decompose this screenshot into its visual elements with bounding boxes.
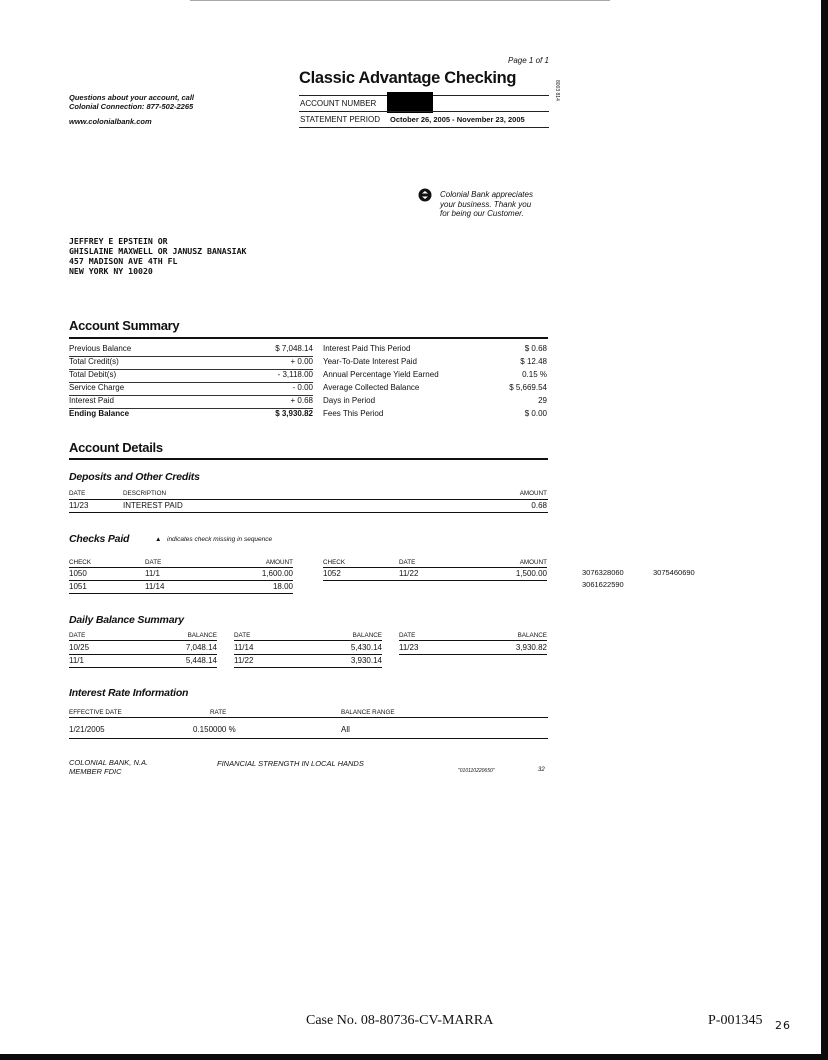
summary-row (69, 356, 313, 370)
balance-date: 11/1 (69, 656, 84, 665)
bank-website: www.colonialbank.com (69, 117, 152, 126)
col-header-date: DATE (145, 559, 162, 566)
table-rule (234, 654, 382, 655)
col-header-amount: AMOUNT (265, 559, 293, 566)
summary-row (323, 395, 547, 408)
summary-label: Total Debit(s) (69, 370, 117, 379)
bates-suffix: 26 (775, 1019, 791, 1032)
summary-label: Year-To-Date Interest Paid (323, 357, 417, 366)
summary-row-ending-balance (69, 408, 313, 421)
table-rule (323, 567, 547, 568)
balance-date: 10/25 (69, 643, 90, 652)
summary-value: - 0.00 (292, 383, 313, 392)
summary-row (69, 395, 313, 409)
statement-period-value: October 26, 2005 - November 23, 2005 (390, 115, 525, 124)
section-rule (69, 458, 548, 460)
balance-date: 11/14 (234, 643, 254, 652)
summary-row (323, 343, 547, 356)
member-fdic: MEMBER FDIC (69, 766, 122, 776)
table-rule (234, 667, 382, 668)
table-rule (69, 738, 548, 739)
bank-name: COLONIAL BANK, N.A. (69, 758, 149, 767)
contact-line-2: Colonial Connection: 877-502-2265 (69, 102, 194, 111)
summary-row (323, 356, 547, 369)
account-number-label: ACCOUNT NUMBER (300, 99, 377, 108)
rate-value: 0.150000 % (193, 725, 236, 734)
check-amount: 1,500.00 (515, 569, 547, 578)
check-reference: 3075460690 (653, 568, 695, 577)
table-rule (399, 654, 547, 655)
address-line-3: 457 MADISON AVE 4TH FL (69, 256, 178, 266)
case-number: Case No. 08-80736-CV-MARRA (306, 1013, 494, 1028)
side-code: 8003 814 (554, 80, 560, 101)
section-rule (69, 337, 548, 339)
balance-date: 11/22 (234, 656, 254, 665)
bank-footer (69, 759, 148, 776)
check-number: 1051 (69, 582, 87, 591)
check-reference: 3061622590 (582, 580, 624, 589)
check-number: 1052 (323, 569, 341, 578)
scan-border-right (821, 0, 828, 1060)
footer-code: "010110220650" (458, 768, 495, 774)
table-rule (69, 654, 217, 655)
address-line-4: NEW YORK NY 10020 (69, 266, 153, 276)
summary-row (69, 369, 313, 383)
missing-check-icon: ▲ (155, 536, 162, 543)
col-header-rate: RATE (210, 709, 227, 716)
table-rule (69, 512, 548, 513)
col-header-balance-range: BALANCE RANGE (341, 709, 395, 716)
appreciation-message (440, 190, 533, 219)
summary-value: $ 12.48 (520, 357, 547, 366)
summary-row (323, 408, 547, 421)
summary-value: + 0.68 (290, 396, 313, 405)
summary-label: Annual Percentage Yield Earned (323, 370, 439, 379)
col-header-date: DATE (399, 559, 416, 566)
table-rule (69, 499, 548, 500)
check-date: 11/14 (145, 582, 165, 591)
checks-heading: Checks Paid (69, 533, 130, 545)
summary-label: Total Credit(s) (69, 357, 119, 366)
statement-title: Classic Advantage Checking (299, 69, 517, 87)
table-rule (69, 593, 293, 594)
appreciation-line-1: Colonial Bank appreciates (440, 190, 533, 199)
summary-label: Average Collected Balance (323, 383, 420, 392)
colonial-bank-logo-icon (418, 188, 432, 202)
table-rule (234, 640, 382, 641)
account-details-heading: Account Details (69, 440, 163, 455)
header-rule (299, 127, 549, 128)
summary-label: Interest Paid This Period (323, 344, 411, 353)
rate-effective-date: 1/21/2005 (69, 725, 105, 734)
summary-row (323, 369, 547, 382)
col-header-date: DATE (69, 632, 86, 639)
address-line-2: GHISLAINE MAXWELL OR JANUSZ BANASIAK (69, 246, 247, 256)
bank-slogan: FINANCIAL STRENGTH IN LOCAL HANDS (217, 759, 364, 768)
rate-balance-range: All (341, 725, 350, 734)
col-header-balance: BALANCE (352, 632, 382, 639)
check-amount: 18.00 (272, 582, 293, 591)
col-header-date: DATE (399, 632, 416, 639)
summary-row (323, 382, 547, 395)
summary-value: $ 5,669.54 (509, 383, 547, 392)
table-rule (323, 580, 547, 581)
col-header-check: CHECK (69, 559, 92, 566)
mailing-address (69, 236, 246, 276)
summary-value: - 3,118.00 (277, 370, 313, 379)
checks-note: indicates check missing in sequence (167, 536, 273, 543)
check-date: 11/1 (145, 569, 160, 578)
scan-border-bottom (0, 1054, 828, 1060)
contact-line-1: Questions about your account, call (69, 93, 195, 102)
header-rule (299, 111, 549, 112)
statement-period-label: STATEMENT PERIOD (300, 115, 381, 124)
table-rule (69, 640, 217, 641)
summary-value: $ 0.68 (524, 344, 547, 353)
deposit-date: 11/23 (69, 501, 89, 510)
table-rule (69, 567, 293, 568)
balance-value: 3,930.14 (350, 656, 382, 665)
appreciation-line-2: your business. Thank you (440, 199, 532, 209)
check-amount: 1,600.00 (261, 569, 293, 578)
deposits-heading: Deposits and Other Credits (69, 471, 200, 483)
scan-top-edge (190, 0, 610, 1)
summary-row (69, 343, 313, 357)
balance-date: 11/23 (399, 643, 419, 652)
appreciation-line-3: for being our Customer. (440, 209, 524, 218)
summary-label: Service Charge (69, 383, 125, 392)
balance-value: 7,048.14 (185, 643, 217, 652)
table-rule (399, 640, 547, 641)
page-number: Page 1 of 1 (508, 56, 549, 65)
summary-row (69, 382, 313, 396)
footer-page-code: 32 (538, 767, 545, 773)
check-reference: 3076328060 (582, 568, 624, 577)
account-summary-heading: Account Summary (69, 318, 180, 333)
check-number: 1050 (69, 569, 87, 578)
summary-label: Fees This Period (323, 409, 384, 418)
summary-value: 29 (538, 396, 547, 405)
check-date: 11/22 (399, 569, 419, 578)
balance-value: 3,930.82 (515, 643, 547, 652)
account-number-redaction (387, 92, 433, 113)
table-rule (69, 667, 217, 668)
col-header-amount: AMOUNT (519, 490, 547, 497)
summary-label: Ending Balance (69, 409, 130, 418)
summary-value: $ 7,048.14 (275, 344, 313, 353)
deposit-amount: 0.68 (531, 501, 547, 510)
daily-balance-heading: Daily Balance Summary (69, 614, 184, 626)
col-header-date: DATE (69, 490, 86, 497)
balance-value: 5,448.14 (185, 656, 217, 665)
summary-value: $ 3,930.82 (275, 409, 313, 418)
col-header-balance: BALANCE (187, 632, 217, 639)
contact-info (69, 93, 194, 111)
col-header-balance: BALANCE (517, 632, 547, 639)
col-header-date: DATE (234, 632, 251, 639)
balance-value: 5,430.14 (350, 643, 382, 652)
address-line-1: JEFFREY E EPSTEIN OR (69, 236, 168, 246)
summary-label: Previous Balance (69, 344, 132, 353)
summary-label: Interest Paid (69, 396, 114, 405)
summary-value: 0.15 % (522, 370, 547, 379)
summary-value: $ 0.00 (524, 409, 547, 418)
bates-number: P-001345 (708, 1013, 763, 1028)
col-header-description: DESCRIPTION (123, 490, 167, 497)
deposit-description: INTEREST PAID (123, 501, 183, 510)
col-header-check: CHECK (323, 559, 346, 566)
table-rule (69, 717, 548, 718)
summary-value: + 0.00 (290, 357, 313, 366)
summary-label: Days in Period (323, 396, 376, 405)
col-header-amount: AMOUNT (519, 559, 547, 566)
table-rule (69, 580, 293, 581)
col-header-effective-date: EFFECTIVE DATE (69, 709, 122, 716)
interest-rate-heading: Interest Rate Information (69, 687, 189, 699)
